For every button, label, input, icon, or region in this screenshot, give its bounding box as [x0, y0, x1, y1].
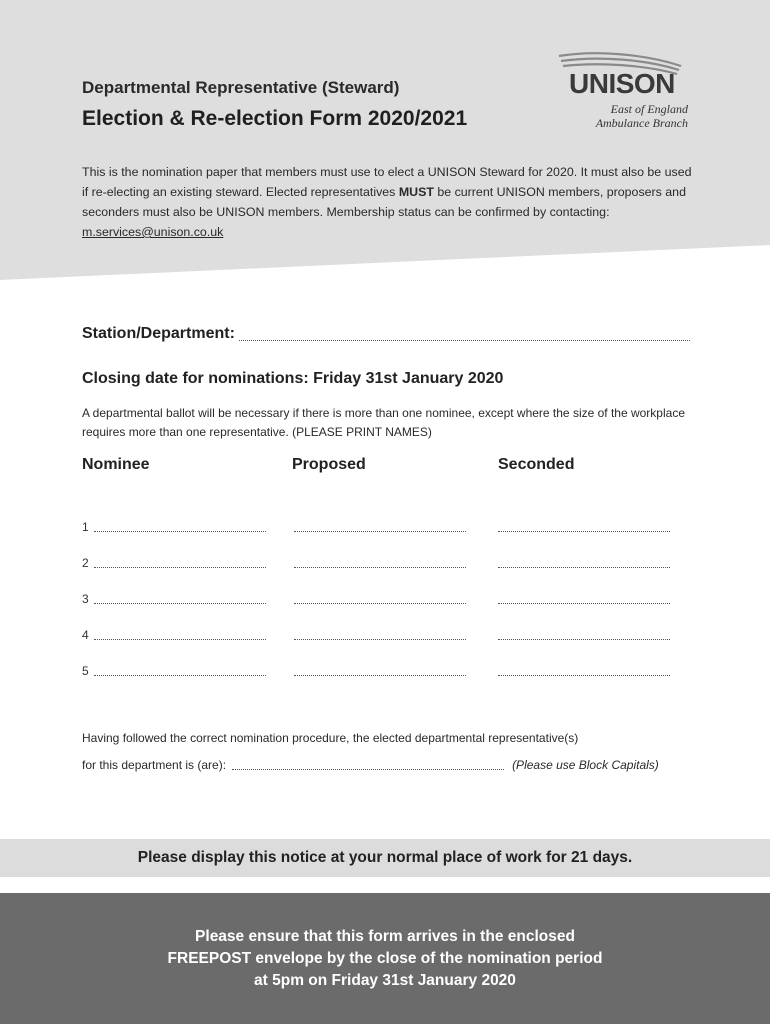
form-title: Election & Re-election Form 2020/2021 — [82, 107, 468, 130]
proposed-input[interactable] — [294, 556, 466, 568]
intro-text-2: be current UNISON members, proposers and seconders must also be UNISON members. Membership status can be confirmed by contacting: — [82, 185, 686, 219]
logo-wordmark: UNISON — [569, 68, 675, 99]
proposed-input[interactable] — [294, 592, 466, 604]
unison-logo — [555, 50, 695, 135]
membership-email-link[interactable]: m.services@unison.co.uk — [82, 225, 224, 239]
form-subtitle: Departmental Representative (Steward) — [82, 78, 400, 97]
nominee-input[interactable] — [94, 556, 266, 568]
logo-branch — [596, 102, 688, 130]
seconded-input[interactable] — [498, 556, 670, 568]
seconded-input[interactable] — [498, 592, 670, 604]
display-notice-text: Please display this notice at your normal place of work for 21 days. — [137, 849, 633, 866]
nominee-input[interactable] — [94, 520, 266, 532]
intro-paragraph — [82, 162, 694, 242]
footer-line-3: at 5pm on Friday 31st January 2020 — [254, 971, 516, 989]
station-department-field — [82, 325, 690, 343]
station-department-label: Station/Department: — [82, 325, 235, 342]
nominee-input[interactable] — [94, 628, 266, 640]
nominee-column-header: Nominee — [82, 456, 150, 473]
proposed-input[interactable] — [294, 628, 466, 640]
intro-emphasis: MUST — [398, 185, 434, 199]
block-capitals-note: (Please use Block Capitals) — [512, 758, 659, 772]
station-department-input[interactable] — [239, 327, 690, 341]
nominee-input[interactable] — [94, 592, 266, 604]
row-number: 3 — [82, 592, 89, 606]
row-number: 5 — [82, 664, 89, 678]
elected-statement: Having followed the correct nomination procedure, the elected departmental representative(s) — [82, 731, 579, 745]
intro-text-1: This is the nomination paper that members must use to elect a UNISON Steward for 2020. It must also be used if re-electing an existing steward. Elected representatives — [82, 165, 692, 199]
elected-representative-input[interactable] — [232, 758, 504, 770]
nomination-row — [82, 592, 672, 608]
row-number: 2 — [82, 556, 89, 570]
elected-representative-field — [82, 758, 690, 772]
nomination-row — [82, 520, 672, 536]
nomination-row — [82, 628, 672, 644]
row-number: 4 — [82, 628, 89, 642]
display-notice-bar — [0, 839, 770, 877]
seconded-input[interactable] — [498, 520, 670, 532]
freepost-footer — [0, 893, 770, 1024]
ballot-note: A departmental ballot will be necessary if there is more than one nominee, except where the size of the workplace requires more than one representative. (PLEASE PRINT NAMES) — [82, 406, 685, 439]
footer-line-1: Please ensure that this form arrives in the enclosed — [195, 927, 575, 945]
logo-branch-line2: Ambulance Branch — [595, 116, 688, 130]
nominee-input[interactable] — [94, 664, 266, 676]
nomination-row — [82, 664, 672, 680]
proposed-column-header: Proposed — [292, 456, 366, 473]
seconded-input[interactable] — [498, 628, 670, 640]
seconded-column-header: Seconded — [498, 456, 575, 473]
nomination-row — [82, 556, 672, 572]
elected-label: for this department is (are): — [82, 758, 227, 772]
logo-branch-line1: East of England — [610, 102, 688, 116]
proposed-input[interactable] — [294, 520, 466, 532]
footer-line-2: FREEPOST envelope by the close of the nomination period — [167, 949, 603, 967]
proposed-input[interactable] — [294, 664, 466, 676]
closing-date-heading: Closing date for nominations: Friday 31st January 2020 — [82, 370, 504, 387]
header-band — [0, 0, 770, 285]
row-number: 1 — [82, 520, 89, 534]
seconded-input[interactable] — [498, 664, 670, 676]
